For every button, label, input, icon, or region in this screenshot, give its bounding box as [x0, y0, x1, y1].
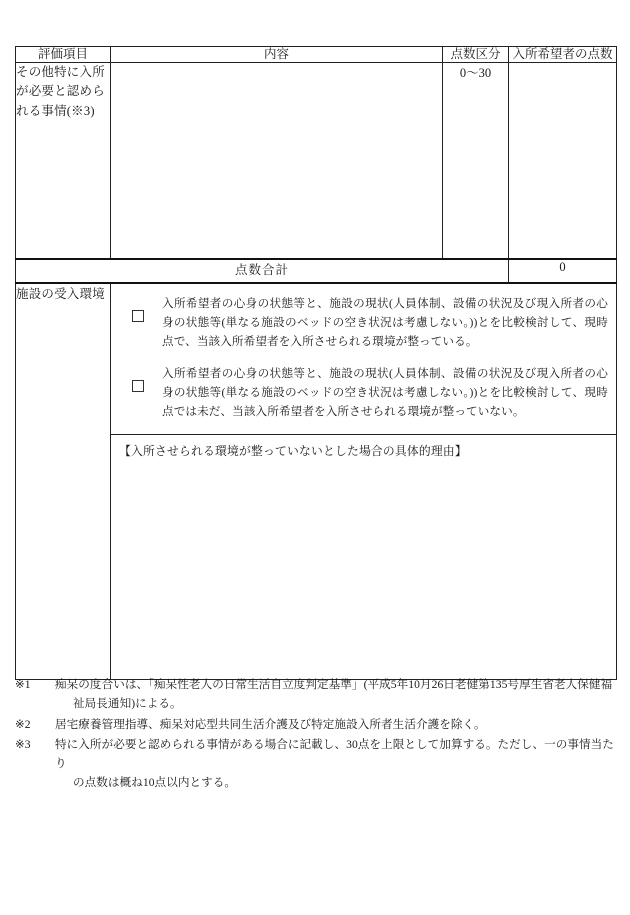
header-applicant-score: 入所希望者の点数 [509, 47, 617, 63]
total-row [16, 259, 617, 283]
table-row [16, 63, 617, 260]
total-value: 0 [509, 259, 617, 283]
content-input-area[interactable] [111, 63, 443, 260]
footnotes [15, 676, 620, 795]
checkbox-option-ready[interactable] [119, 295, 608, 351]
checkbox-option-not-ready[interactable] [119, 365, 608, 421]
facility-environment-content [111, 283, 617, 679]
reason-title: 【入所させられる環境が整っていないとした場合の具体的理由】 [119, 443, 467, 458]
footnote-1-text [55, 676, 620, 714]
checkbox-group [111, 284, 616, 435]
footnote-3 [15, 736, 620, 792]
header-score-division: 点数区分 [443, 47, 509, 63]
checkbox-option-ready-label: 入所希望者の心身の状態等と、施設の現状(人員体制、設備の状況及び現入所者の心身の状態等(単なる施設のベッドの空き状況は考慮しない。))とを比較検討して、現時点で、当該入所希望者を入所させられる環境が整っている。 [162, 297, 608, 348]
footnote-2-text [55, 716, 620, 735]
score-range-value: 0〜30 [443, 63, 509, 260]
header-evaluation-item: 評価項目 [16, 47, 111, 63]
reason-input-area[interactable] [111, 435, 616, 679]
total-label: 点数合計 [16, 259, 509, 283]
footnote-2-marker: ※2 [15, 717, 31, 731]
table-header-row [16, 47, 617, 63]
score-evaluation-table [15, 46, 617, 680]
header-content: 内容 [111, 47, 443, 63]
footnote-1-line2: 祉局長通知)による。 [73, 696, 182, 710]
row-label-other-circumstances: その他特に入所が必要と認められる事情(※3) [16, 63, 111, 260]
row-label-facility-environment: 施設の受入環境 [16, 283, 111, 679]
applicant-score-input[interactable] [509, 63, 617, 260]
footnote-1-marker: ※1 [15, 678, 31, 691]
footnote-1-line1: 痴呆の度合いは、「痴呆性老人の日常生活自立度判定基準」(平成5年10月26日老健第135号厚生省老人保健福 [55, 678, 613, 691]
checkbox-icon[interactable] [132, 380, 144, 392]
footnote-3-line1: 特に入所が必要と認められる事情がある場合に記載し、30点を上限として加算する。ただし、一の事情当たり [55, 738, 614, 771]
facility-environment-row [16, 283, 617, 679]
checkbox-icon[interactable] [132, 310, 144, 322]
footnote-2-line1: 居宅療養管理指導、痴呆対応型共同生活介護及び特定施設入所者生活介護を除く。 [55, 717, 486, 731]
footnote-3-marker: ※3 [15, 738, 31, 752]
footnote-3-line2: の点数は概ね10点以内とする。 [73, 775, 237, 789]
footnote-2 [15, 716, 620, 735]
checkbox-option-not-ready-label: 入所希望者の心身の状態等と、施設の現状(人員体制、設備の状況及び現入所者の心身の状態等(単なる施設のベッドの空き状況は考慮しない。))とを比較検討して、現時点では未だ、当該入所希望者を入所させられる環境が整っていない。 [162, 367, 608, 418]
footnote-3-text [55, 736, 620, 792]
footnote-1 [15, 676, 620, 714]
